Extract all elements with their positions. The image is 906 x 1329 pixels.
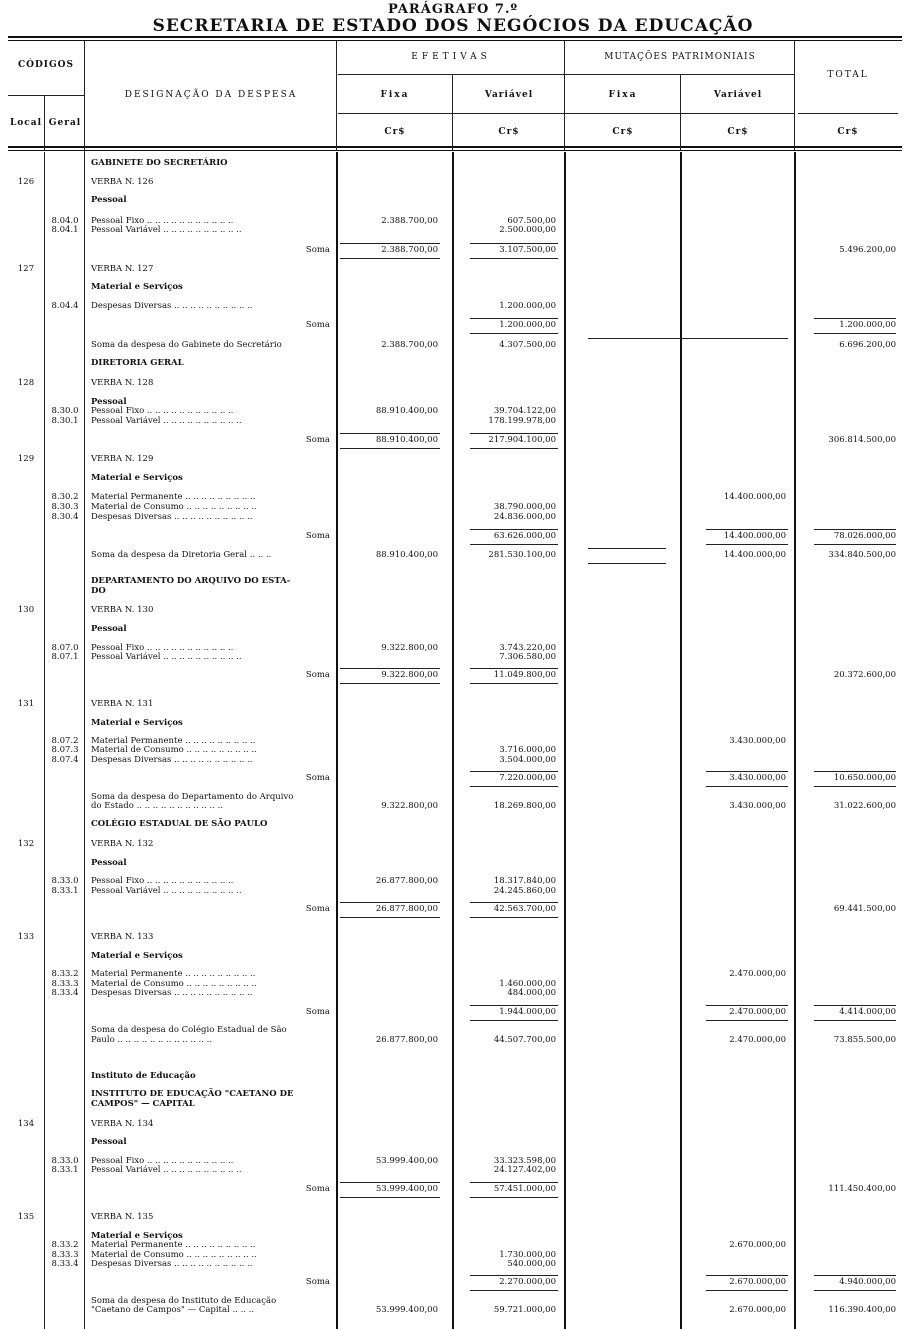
cell-desc: VERBA N. 129 bbox=[91, 454, 154, 464]
cell-desc: VERBA N. 132 bbox=[91, 839, 154, 849]
cell-ef-var: 38.790.000,00 bbox=[493, 502, 556, 512]
sum-rule bbox=[470, 1182, 558, 1183]
cell-geral: 8.33.2 bbox=[51, 1240, 79, 1250]
cell-desc: Material Permanente .. .. .. .. .. .. .. .. .. bbox=[91, 736, 256, 746]
sum-rule bbox=[706, 771, 788, 772]
cell-desc: VERBA N. 126 bbox=[91, 177, 154, 187]
sum-rule bbox=[814, 771, 896, 772]
cell-ef-var: 18.317.840,00 bbox=[493, 876, 556, 886]
codigos-divider bbox=[8, 95, 84, 96]
col-rule-mut-var bbox=[794, 152, 796, 1329]
mut-var-currency: Cr$ bbox=[727, 127, 749, 137]
cell-soma: Soma bbox=[305, 1277, 330, 1287]
cell-geral: 8.04.0 bbox=[51, 216, 79, 226]
cell-total: 5.496.200,00 bbox=[839, 245, 896, 255]
cell-desc: Material de Consumo .. .. .. .. .. .. .. .. .. bbox=[91, 1250, 257, 1260]
cell-ef-var: 24.836.000,00 bbox=[493, 512, 556, 522]
cell-desc: Soma da despesa do Gabinete do Secretário bbox=[91, 340, 282, 350]
cell-desc: Material Permanente .. .. .. .. .. .. .. .. .. bbox=[91, 969, 256, 979]
cell-total: 6.696.200,00 bbox=[839, 340, 896, 350]
cell-ef-fixa: 26.877.800,00 bbox=[375, 904, 438, 914]
cell-total: 111.450.400,00 bbox=[828, 1184, 896, 1194]
cell-desc: Despesas Diversas .. .. .. .. .. .. .. .. .. .. bbox=[91, 301, 253, 311]
sum-underline bbox=[814, 1020, 896, 1021]
cell-desc: Pessoal Variável .. .. .. .. .. .. .. .. .. .. bbox=[91, 886, 242, 896]
cell-mut-var: 2.670.000,00 bbox=[729, 1305, 786, 1315]
cell-mut-var: 2.670.000,00 bbox=[729, 1240, 786, 1250]
cell-total: 20.372.600,00 bbox=[833, 670, 896, 680]
cell-desc: VERBA N. 133 bbox=[91, 932, 154, 942]
cell-desc: Material e Serviços bbox=[91, 718, 183, 728]
cell-ef-fixa: 53.999.400,00 bbox=[375, 1305, 438, 1315]
cell-geral: 8.30.1 bbox=[51, 416, 79, 426]
table-top-rule bbox=[8, 36, 902, 38]
cell-desc: COLÉGIO ESTADUAL DE SÃO PAULO bbox=[91, 819, 268, 829]
cell-desc: Pessoal bbox=[91, 1137, 127, 1147]
sum-rule bbox=[706, 1275, 788, 1276]
cell-desc: INSTITUTO DE EDUCAÇÃO "CAETANO DE bbox=[91, 1089, 294, 1099]
cell-desc: VERBA N. 128 bbox=[91, 378, 154, 388]
page-title: SECRETARIA DE ESTADO DOS NEGÓCIOS DA EDUCAÇÃO bbox=[152, 16, 754, 36]
cell-total: 4.940.000,00 bbox=[839, 1277, 896, 1287]
sum-rule bbox=[470, 668, 558, 669]
cell-desc: Instituto de Educação bbox=[91, 1071, 196, 1081]
cell-soma: Soma bbox=[305, 773, 330, 783]
cell-soma: Soma bbox=[305, 1007, 330, 1017]
ef-var-header: Variável bbox=[484, 90, 534, 100]
cell-ef-fixa: 53.999.400,00 bbox=[375, 1156, 438, 1166]
cell-ef-var: 39.704.122,00 bbox=[493, 406, 556, 416]
local-header: Local bbox=[9, 118, 43, 128]
mut-fixa-currency: Cr$ bbox=[612, 127, 634, 137]
sum-rule bbox=[470, 529, 558, 530]
cell-local: 126 bbox=[17, 177, 35, 187]
sum-rule bbox=[470, 771, 558, 772]
cell-ef-var: 540.000,00 bbox=[507, 1259, 556, 1269]
cell-geral: 8.33.3 bbox=[51, 979, 79, 989]
cell-desc: CAMPOS" — CAPITAL bbox=[91, 1099, 195, 1109]
cell-soma: Soma bbox=[305, 904, 330, 914]
total-currency: Cr$ bbox=[837, 127, 859, 137]
efetivas-header: EFETIVAS bbox=[411, 52, 491, 62]
sum-rule bbox=[340, 243, 440, 244]
cell-local: 128 bbox=[17, 378, 35, 388]
cell-mut-var: 2.470.000,00 bbox=[729, 1035, 786, 1045]
mut-fixa-header: Fixa bbox=[608, 90, 638, 100]
cell-desc: Despesas Diversas .. .. .. .. .. .. .. .. .. .. bbox=[91, 1259, 253, 1269]
cell-mut-var: 3.430.000,00 bbox=[729, 773, 786, 783]
sum-rule bbox=[340, 433, 440, 434]
cell-desc: Pessoal bbox=[91, 195, 127, 205]
col-rule-ef-var-header bbox=[564, 40, 565, 150]
cell-ef-fixa: 9.322.800,00 bbox=[381, 670, 438, 680]
cell-ef-fixa: 9.322.800,00 bbox=[381, 643, 438, 653]
cell-local: 130 bbox=[17, 605, 35, 615]
sum-underline bbox=[814, 544, 896, 545]
sum-underline bbox=[470, 258, 558, 259]
cell-ef-fixa: 9.322.800,00 bbox=[381, 801, 438, 811]
designacao-header: DESIGNAÇÃO DA DESPESA bbox=[124, 90, 298, 100]
sum-underline bbox=[470, 1197, 558, 1198]
header-bottom-rule bbox=[8, 146, 902, 148]
cell-total: 334.840.500,00 bbox=[828, 550, 896, 560]
sum-rule bbox=[470, 243, 558, 244]
cell-ef-var: 11.049.800,00 bbox=[493, 670, 556, 680]
cell-desc: Pessoal Variável .. .. .. .. .. .. .. .. .. .. bbox=[91, 225, 242, 235]
cell-desc: Despesas Diversas .. .. .. .. .. .. .. .. .. .. bbox=[91, 988, 253, 998]
cell-ef-var: 24.245.860,00 bbox=[493, 886, 556, 896]
cell-ef-var: 18.269.800,00 bbox=[493, 801, 556, 811]
cell-total: 1.200.000,00 bbox=[839, 320, 896, 330]
sum-rule bbox=[470, 318, 558, 319]
cell-desc: VERBA N. 135 bbox=[91, 1212, 154, 1222]
cell-soma: Soma bbox=[305, 670, 330, 680]
sum-underline bbox=[470, 917, 558, 918]
cell-desc: Material de Consumo .. .. .. .. .. .. .. .. .. bbox=[91, 979, 257, 989]
cell-local: 135 bbox=[17, 1212, 35, 1222]
sum-rule bbox=[814, 1275, 896, 1276]
sum-underline bbox=[340, 448, 440, 449]
col-rule-geral bbox=[84, 40, 85, 1329]
cell-soma: Soma bbox=[305, 320, 330, 330]
cell-ef-var: 607.500,00 bbox=[507, 216, 556, 226]
cell-desc: Material Permanente .. .. .. .. .. .. .. .. .. bbox=[91, 492, 256, 502]
cell-desc: Material Permanente .. .. .. .. .. .. .. .. .. bbox=[91, 1240, 256, 1250]
cell-ef-var: 2.270.000,00 bbox=[499, 1277, 556, 1287]
cell-ef-var: 33.323.598,00 bbox=[493, 1156, 556, 1166]
cell-desc: Material e Serviços bbox=[91, 473, 183, 483]
cell-desc: Soma da despesa do Departamento do Arquivo bbox=[91, 792, 294, 802]
cell-soma: Soma bbox=[305, 1184, 330, 1194]
cell-ef-fixa: 26.877.800,00 bbox=[375, 876, 438, 886]
cell-desc: Material de Consumo .. .. .. .. .. .. .. .. .. bbox=[91, 502, 257, 512]
mutacoes-header: MUTAÇÕES PATRIMONIAIS bbox=[604, 52, 756, 62]
sum-underline bbox=[470, 544, 558, 545]
sum-underline bbox=[470, 448, 558, 449]
cell-desc: VERBA N. 127 bbox=[91, 264, 154, 274]
sum-rule bbox=[814, 529, 896, 530]
cell-ef-var: 2.500.000,00 bbox=[499, 225, 556, 235]
cell-total: 73.855.500,00 bbox=[833, 1035, 896, 1045]
cell-ef-fixa: 2.388.700,00 bbox=[381, 340, 438, 350]
cell-desc: Material e Serviços bbox=[91, 951, 183, 961]
sum-underline bbox=[814, 786, 896, 787]
cell-ef-fixa: 88.910.400,00 bbox=[375, 406, 438, 416]
cell-geral: 8.07.2 bbox=[51, 736, 79, 746]
group-divider bbox=[338, 74, 794, 75]
cell-soma: Soma bbox=[305, 245, 330, 255]
sum-rule bbox=[706, 529, 788, 530]
cell-ef-var: 4.307.500,00 bbox=[499, 340, 556, 350]
cell-total: 10.650.000,00 bbox=[833, 773, 896, 783]
sum-underline bbox=[588, 563, 666, 564]
cell-desc: Pessoal Fixo .. .. .. .. .. .. .. .. .. .. .. bbox=[91, 876, 234, 886]
cell-mut-var: 3.430.000,00 bbox=[729, 801, 786, 811]
sum-underline bbox=[706, 786, 788, 787]
cell-geral: 8.07.1 bbox=[51, 652, 79, 662]
cell-ef-var: 1.944.000,00 bbox=[499, 1007, 556, 1017]
cell-desc: Pessoal Fixo .. .. .. .. .. .. .. .. .. .. .. bbox=[91, 216, 234, 226]
cell-desc: Soma da despesa do Instituto de Educação bbox=[91, 1296, 277, 1306]
cell-total: 69.441.500,00 bbox=[833, 904, 896, 914]
sum-underline bbox=[470, 333, 558, 334]
cell-soma: Soma bbox=[305, 435, 330, 445]
codigos-header: CÓDIGOS bbox=[17, 60, 75, 70]
cell-geral: 8.33.1 bbox=[51, 886, 79, 896]
sum-underline bbox=[706, 544, 788, 545]
fixvar-divider bbox=[338, 113, 794, 114]
cell-geral: 8.07.4 bbox=[51, 755, 79, 765]
cell-desc: Pessoal Variável .. .. .. .. .. .. .. .. .. .. bbox=[91, 1165, 242, 1175]
cell-ef-var: 1.200.000,00 bbox=[499, 320, 556, 330]
cell-mut-var: 2.470.000,00 bbox=[729, 1007, 786, 1017]
cell-ef-fixa: 2.388.700,00 bbox=[381, 216, 438, 226]
sum-rule bbox=[470, 902, 558, 903]
sum-underline bbox=[340, 1197, 440, 1198]
cell-ef-var: 3.504.000,00 bbox=[499, 755, 556, 765]
cell-desc: VERBA N. 134 bbox=[91, 1119, 154, 1129]
cell-desc: Pessoal Fixo .. .. .. .. .. .. .. .. .. .. .. bbox=[91, 1156, 234, 1166]
cell-geral: 8.07.0 bbox=[51, 643, 79, 653]
cell-desc: GABINETE DO SECRETÁRIO bbox=[91, 158, 228, 168]
cell-ef-fixa: 2.388.700,00 bbox=[381, 245, 438, 255]
sum-underline bbox=[814, 333, 896, 334]
cell-local: 132 bbox=[17, 839, 35, 849]
cell-ef-var: 1.730.000,00 bbox=[499, 1250, 556, 1260]
cell-desc: Paulo .. .. .. .. .. .. .. .. .. .. .. .. bbox=[91, 1035, 212, 1045]
cell-mut-var: 3.430.000,00 bbox=[729, 736, 786, 746]
cell-mut-var: 14.400.000,00 bbox=[723, 550, 786, 560]
cell-ef-var: 1.460.000,00 bbox=[499, 979, 556, 989]
cell-geral: 8.30.0 bbox=[51, 406, 79, 416]
cell-desc: Material e Serviços bbox=[91, 1231, 183, 1241]
sum-rule bbox=[814, 318, 896, 319]
cell-geral: 8.33.0 bbox=[51, 1156, 79, 1166]
sum-rule bbox=[340, 1182, 440, 1183]
sum-underline bbox=[470, 1290, 558, 1291]
cell-geral: 8.33.1 bbox=[51, 1165, 79, 1175]
total-divider bbox=[798, 113, 898, 114]
sum-underline bbox=[706, 1290, 788, 1291]
cell-desc: VERBA N. 131 bbox=[91, 699, 154, 709]
cell-ef-var: 59.721.000,00 bbox=[493, 1305, 556, 1315]
cell-desc: Material de Consumo .. .. .. .. .. .. .. .. .. bbox=[91, 745, 257, 755]
col-rule-desc bbox=[336, 152, 338, 1329]
cell-desc: VERBA N. 130 bbox=[91, 605, 154, 615]
cell-mut-var: 14.400.000,00 bbox=[723, 492, 786, 502]
sum-rule bbox=[706, 1005, 788, 1006]
col-rule-mut-var-header bbox=[794, 40, 795, 150]
col-rule-local bbox=[44, 152, 45, 1329]
cell-ef-var: 57.451.000,00 bbox=[493, 1184, 556, 1194]
cell-geral: 8.33.2 bbox=[51, 969, 79, 979]
cell-ef-var: 44.507.700,00 bbox=[493, 1035, 556, 1045]
col-rule-ef-var bbox=[564, 152, 566, 1329]
cell-geral: 8.30.3 bbox=[51, 502, 79, 512]
cell-desc: Soma da despesa da Diretoria Geral .. .. .. bbox=[91, 550, 272, 560]
cell-desc: Pessoal Variável .. .. .. .. .. .. .. .. .. .. bbox=[91, 652, 242, 662]
cell-total: 306.814.500,00 bbox=[828, 435, 896, 445]
sum-rule bbox=[588, 548, 666, 549]
geral-header: Geral bbox=[48, 118, 82, 128]
cell-desc: Pessoal bbox=[91, 858, 127, 868]
cell-ef-fixa: 88.910.400,00 bbox=[375, 435, 438, 445]
cell-total: 78.026.000,00 bbox=[833, 531, 896, 541]
cell-local: 127 bbox=[17, 264, 35, 274]
cell-geral: 8.33.3 bbox=[51, 1250, 79, 1260]
cell-total: 31.022.600,00 bbox=[833, 801, 896, 811]
cell-soma: Soma bbox=[305, 531, 330, 541]
sum-rule bbox=[588, 338, 788, 339]
cell-ef-var: 3.716.000,00 bbox=[499, 745, 556, 755]
cell-geral: 8.30.2 bbox=[51, 492, 79, 502]
sum-rule bbox=[470, 1275, 558, 1276]
cell-local: 129 bbox=[17, 454, 35, 464]
cell-geral: 8.33.4 bbox=[51, 1259, 79, 1269]
cell-ef-var: 178.199.978,00 bbox=[488, 416, 556, 426]
cell-desc: DO bbox=[91, 586, 106, 596]
cell-ef-var: 42.563.700,00 bbox=[493, 904, 556, 914]
cell-ef-var: 7.220.000,00 bbox=[499, 773, 556, 783]
cell-desc: Despesas Diversas .. .. .. .. .. .. .. .. .. .. bbox=[91, 512, 253, 522]
col-rule-local-header bbox=[44, 95, 45, 150]
sum-underline bbox=[470, 786, 558, 787]
header-bottom-rule-2 bbox=[8, 150, 902, 151]
cell-ef-fixa: 26.877.800,00 bbox=[375, 1035, 438, 1045]
cell-ef-var: 63.626.000,00 bbox=[493, 531, 556, 541]
sum-underline bbox=[470, 1020, 558, 1021]
cell-ef-var: 1.200.000,00 bbox=[499, 301, 556, 311]
ef-var-currency: Cr$ bbox=[498, 127, 520, 137]
cell-geral: 8.04.1 bbox=[51, 225, 79, 235]
cell-total: 116.390.400,00 bbox=[828, 1305, 896, 1315]
sum-underline bbox=[340, 683, 440, 684]
sum-rule bbox=[470, 433, 558, 434]
cell-mut-var: 2.470.000,00 bbox=[729, 969, 786, 979]
cell-ef-var: 24.127.402,00 bbox=[493, 1165, 556, 1175]
ef-fixa-header: Fixa bbox=[380, 90, 410, 100]
sum-rule bbox=[340, 668, 440, 669]
cell-desc: DIRETORIA GERAL bbox=[91, 358, 184, 368]
cell-ef-var: 217.904.100,00 bbox=[488, 435, 556, 445]
cell-local: 131 bbox=[17, 699, 35, 709]
sum-underline bbox=[340, 258, 440, 259]
cell-mut-var: 2.670.000,00 bbox=[729, 1277, 786, 1287]
cell-geral: 8.04.4 bbox=[51, 301, 79, 311]
mut-var-header: Variável bbox=[713, 90, 763, 100]
cell-ef-fixa: 88.910.400,00 bbox=[375, 550, 438, 560]
table-top-rule-2 bbox=[8, 40, 902, 41]
sum-underline bbox=[706, 1020, 788, 1021]
paragraph-heading: PARÁGRAFO 7.º bbox=[388, 2, 518, 17]
cell-desc: do Estado .. .. .. .. .. .. .. .. .. .. .. bbox=[91, 801, 224, 811]
cell-local: 134 bbox=[17, 1119, 35, 1129]
cell-geral: 8.33.0 bbox=[51, 876, 79, 886]
col-rule-ef-fixa-header bbox=[452, 74, 453, 150]
cell-geral: 8.07.3 bbox=[51, 745, 79, 755]
sum-rule bbox=[814, 1005, 896, 1006]
cell-total: 4.414.000,00 bbox=[839, 1007, 896, 1017]
sum-underline bbox=[814, 1290, 896, 1291]
ef-fixa-currency: Cr$ bbox=[384, 127, 406, 137]
sum-underline bbox=[340, 917, 440, 918]
cell-desc: Material e Serviços bbox=[91, 282, 183, 292]
cell-ef-var: 3.107.500,00 bbox=[499, 245, 556, 255]
cell-desc: Despesas Diversas .. .. .. .. .. .. .. .. .. .. bbox=[91, 755, 253, 765]
cell-ef-var: 3.743.220,00 bbox=[499, 643, 556, 653]
cell-desc: Pessoal Fixo .. .. .. .. .. .. .. .. .. .. .. bbox=[91, 406, 234, 416]
col-rule-desc-header bbox=[336, 40, 337, 150]
cell-desc: Pessoal bbox=[91, 397, 127, 407]
cell-desc: Soma da despesa do Colégio Estadual de São bbox=[91, 1025, 287, 1035]
total-header: TOTAL bbox=[827, 70, 869, 80]
col-rule-mut-fixa-header bbox=[680, 74, 681, 150]
cell-desc: "Caetano de Campos" — Capital .. .. .. bbox=[91, 1305, 255, 1315]
cell-geral: 8.33.4 bbox=[51, 988, 79, 998]
cell-ef-var: 484.000,00 bbox=[507, 988, 556, 998]
cell-desc: Pessoal Variável .. .. .. .. .. .. .. .. .. .. bbox=[91, 416, 242, 426]
sum-rule bbox=[470, 1005, 558, 1006]
cell-ef-fixa: 53.999.400,00 bbox=[375, 1184, 438, 1194]
cell-ef-var: 7.306.580,00 bbox=[499, 652, 556, 662]
cell-ef-var: 281.530.100,00 bbox=[488, 550, 556, 560]
cell-local: 133 bbox=[17, 932, 35, 942]
cell-desc: DEPARTAMENTO DO ARQUIVO DO ESTA- bbox=[91, 576, 291, 586]
sum-rule bbox=[340, 902, 440, 903]
cell-desc: Pessoal Fixo .. .. .. .. .. .. .. .. .. .. .. bbox=[91, 643, 234, 653]
sum-underline bbox=[470, 683, 558, 684]
cell-mut-var: 14.400.000,00 bbox=[723, 531, 786, 541]
cell-desc: Pessoal bbox=[91, 624, 127, 634]
cell-geral: 8.30.4 bbox=[51, 512, 79, 522]
